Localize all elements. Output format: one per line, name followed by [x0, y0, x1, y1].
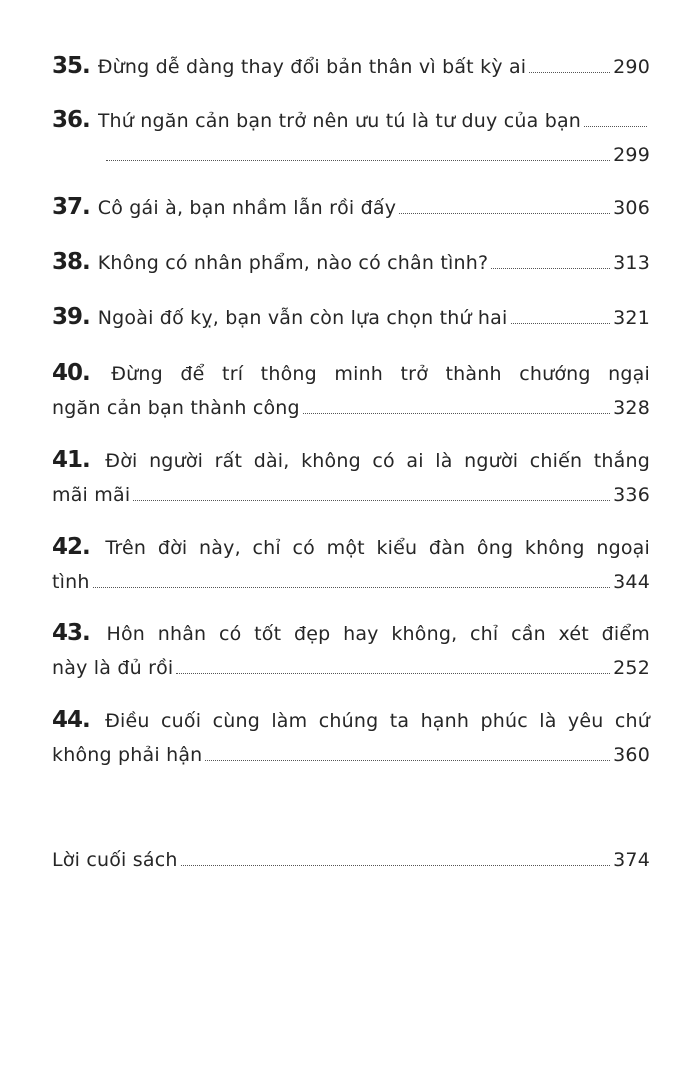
page-number: 360 — [613, 744, 650, 766]
toc-entry-44[interactable] — [52, 706, 650, 770]
page-number: 321 — [613, 307, 650, 329]
page-number: 306 — [613, 197, 650, 219]
dot-leader — [491, 268, 610, 269]
chapter-title-continued: ngăn cản bạn thành công — [52, 397, 300, 419]
toc-entry-line — [52, 846, 650, 875]
toc-entry-40[interactable] — [52, 359, 650, 423]
dot-leader — [106, 160, 610, 161]
chapter-number: 35. — [52, 53, 90, 79]
toc-entry-line-2 — [52, 654, 650, 683]
dot-leader — [133, 500, 610, 501]
dot-leader — [511, 323, 611, 324]
chapter-number: 42. — [52, 534, 90, 560]
chapter-title: Ngoài đố kỵ, bạn vẫn còn lựa chọn thứ hai — [97, 307, 508, 329]
chapter-number: 43. — [52, 620, 90, 646]
toc-entry-afterword[interactable] — [52, 846, 650, 875]
toc-entry-line — [52, 359, 650, 394]
toc-entry-line-2 — [52, 141, 650, 170]
chapter-number: 39. — [52, 304, 90, 330]
toc-entry-43[interactable] — [52, 619, 650, 683]
chapter-title-continued: này là đủ rồi — [52, 657, 174, 679]
chapter-number: 37. — [52, 194, 90, 220]
dot-leader — [93, 587, 611, 588]
chapter-number: 41. — [52, 447, 90, 473]
dot-leader — [303, 413, 610, 414]
toc-entry-line — [52, 248, 650, 283]
toc-entry-line-2 — [52, 568, 650, 597]
toc-entry-line — [52, 193, 650, 228]
toc-entry-line-2 — [52, 481, 650, 510]
dot-leader — [399, 213, 610, 214]
toc-entry-line — [52, 106, 650, 141]
toc-entry-line-2 — [52, 741, 650, 770]
chapter-number: 44. — [52, 707, 90, 733]
toc-entry-39[interactable] — [52, 303, 650, 338]
dot-leader — [584, 126, 647, 127]
dot-leader — [181, 865, 611, 866]
toc-entry-line-2 — [52, 394, 650, 423]
toc-entry-41[interactable] — [52, 446, 650, 510]
chapter-title: Đừng dễ dàng thay đổi bản thân vì bất kỳ ai — [97, 56, 527, 78]
toc-entry-line — [52, 706, 650, 741]
page-number: 336 — [613, 484, 650, 506]
chapter-title-continued: mãi mãi — [52, 484, 131, 506]
toc-entry-line — [52, 446, 650, 481]
chapter-title: Không có nhân phẩm, nào có chân tình? — [97, 252, 489, 274]
page-number: 252 — [613, 657, 650, 679]
chapter-title: Điều cuối cùng làm chúng ta hạnh phúc là yêu chứ — [105, 710, 651, 732]
chapter-number: 40. — [52, 360, 90, 386]
chapter-title: Thứ ngăn cản bạn trở nên ưu tú là tư duy của bạn — [97, 110, 582, 132]
toc-entry-37[interactable] — [52, 193, 650, 228]
toc-entry-36[interactable] — [52, 106, 650, 170]
page-number: 344 — [613, 571, 650, 593]
chapter-title: Trên đời này, chỉ có một kiểu đàn ông không ngoại — [105, 537, 650, 559]
toc-entry-38[interactable] — [52, 248, 650, 283]
page-number: 299 — [613, 144, 650, 166]
chapter-number: 36. — [52, 107, 90, 133]
page-number: 313 — [613, 252, 650, 274]
chapter-title: Cô gái à, bạn nhầm lẫn rồi đấy — [97, 197, 397, 219]
dot-leader — [205, 760, 610, 761]
chapter-title-continued: không phải hận — [52, 744, 203, 766]
chapter-title: Đừng để trí thông minh trở thành chướng ngại — [111, 363, 650, 385]
afterword-title: Lời cuối sách — [52, 849, 178, 871]
toc-entry-line — [52, 619, 650, 654]
page-number: 374 — [613, 849, 650, 871]
toc-entry-35[interactable] — [52, 52, 650, 87]
chapter-title: Đời người rất dài, không có ai là người chiến thắng — [105, 450, 650, 472]
chapter-number: 38. — [52, 249, 90, 275]
page-number: 328 — [613, 397, 650, 419]
toc-entry-line — [52, 52, 650, 87]
toc-entry-line — [52, 533, 650, 568]
toc-entry-42[interactable] — [52, 533, 650, 597]
dot-leader — [176, 673, 610, 674]
page-number: 290 — [613, 56, 650, 78]
chapter-title-continued: tình — [52, 571, 90, 593]
chapter-title: Hôn nhân có tốt đẹp hay không, chỉ cần xét điểm — [106, 623, 650, 645]
toc-entry-line — [52, 303, 650, 338]
dot-leader — [529, 72, 610, 73]
